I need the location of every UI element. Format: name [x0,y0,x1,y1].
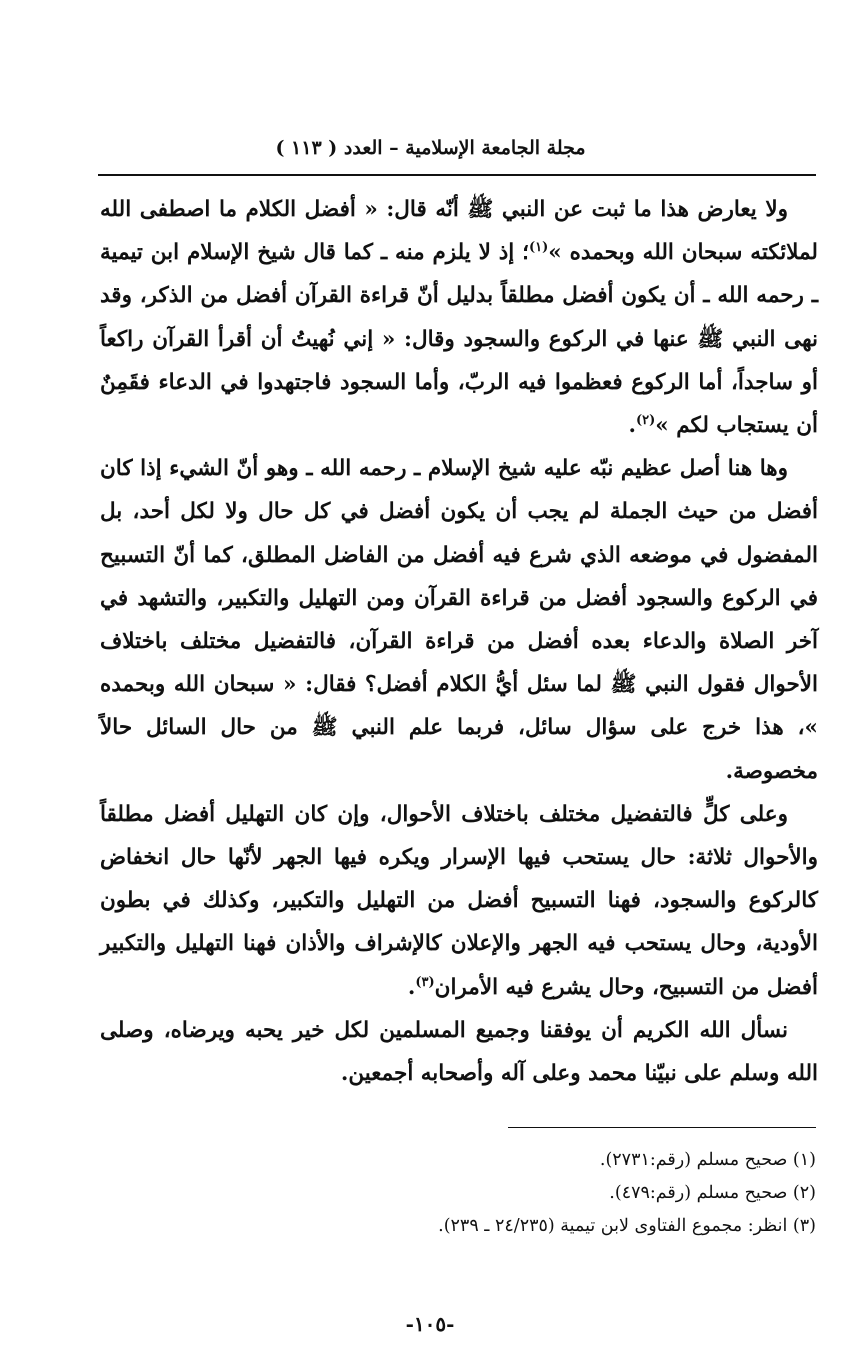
paragraph-3 [100,793,818,1009]
paragraph-3-end: . [407,974,416,1000]
footnote-ref-2[interactable]: (٢) [635,412,656,428]
footnote-1: (١) صحيح مسلم (رقم:٢٧٣١). [599,1150,816,1170]
paragraph-4: نسأل الله الكريم أن يوفقنا وجميع المسلمين لكل خير يحبه ويرضاه، وصلى الله وسلم على نبيّنا محمد وعلى آله وأصحابه أجمعين. [100,1017,818,1087]
footnote-divider [508,1127,816,1128]
footnote-3: (٣) انظر: مجموع الفتاوى لابن تيمية (٢٤/٢٣٥ ـ ٢٣٩). [438,1216,816,1236]
footnote-ref-1[interactable]: (١) [528,240,549,256]
paragraph-3-text: وعلى كلٍّ فالتفضيل مختلف باختلاف الأحوال، وإن كان التهليل أفضل مطلقاً والأحوال ثلاثة: حال يستحب فيها الإسرار ويكره فيها الجهر لأنّها حال انخفاض كالركوع والسجود، فهنا التسبيح أفضل من التهليل والتكبير، وكذلك في بطون الأودية، وحال يستحب فيه الجهر والإعلان كالإشراف والأذان فهنا التهليل والتكبير أفضل من التسبيح، وحال يشرع فيه الأمران [100,801,818,1000]
footnote-ref-3[interactable]: (٣) [415,974,435,990]
footnotes [100,1144,816,1243]
page-number: -١٠٥- [405,1312,455,1336]
footnote-2: (٢) صحيح مسلم (رقم:٤٧٩). [609,1183,816,1203]
paragraph-1-end: . [628,413,636,439]
article-body [100,188,818,1095]
paragraph-1-text-a: ولا يعارض هذا ما ثبت عن النبي ﷺ أنّه قال: « أفضل الكلام ما اصطفى الله لملائكته سبحان الله وبحمده » [100,197,818,266]
running-header: مجلة الجامعة الإسلامية – العدد ( ١١٣ ) [275,137,586,159]
paragraph-2: وها هنا أصل عظيم نبّه عليه شيخ الإسلام ـ رحمه الله ـ وهو أنّ الشيء إذا كان أفضل من حيث الجملة لم يجب أن يكون أفضل في كل حال ولا لكل أحد، بل المفضول في موضعه الذي شرع فيه أفضل من الفاضل المطلق، كما أنّ التسبيح في الركوع والسجود أفضل من قراءة القرآن ومن التهليل والتكبير، والتشهد في آخر الصلاة والدعاء بعده أفضل من قراءة القرآن، فالتفضيل مختلف باختلاف الأحوال فقول النبي ﷺ لما سئل أيُّ الكلام أفضل؟ فقال: « سبحان الله وبحمده »، هذا خرج على سؤال سائل، فربما علم النبي ﷺ من حال السائل حالاً مخصوصة. [100,456,818,784]
header-divider [98,174,816,176]
paragraph-1-text-b: ؛ إذ لا يلزم منه ـ كما قال شيخ الإسلام ابن تيمية ـ رحمه الله ـ أن يكون أفضل مطلقاً بدليل أنّ قراءة القرآن أفضل من الذكر، وقد نهى النبي ﷺ عنها في الركوع والسجود وقال: « إني نُهيتُ أن أقرأ القرآن راكعاً أو ساجداً، أما الركوع فعظموا فيه الربّ، وأما السجود فاجتهدوا في الدعاء فقَمِنٌ أن يستجاب لكم » [100,240,818,439]
paragraph-1 [100,188,818,447]
